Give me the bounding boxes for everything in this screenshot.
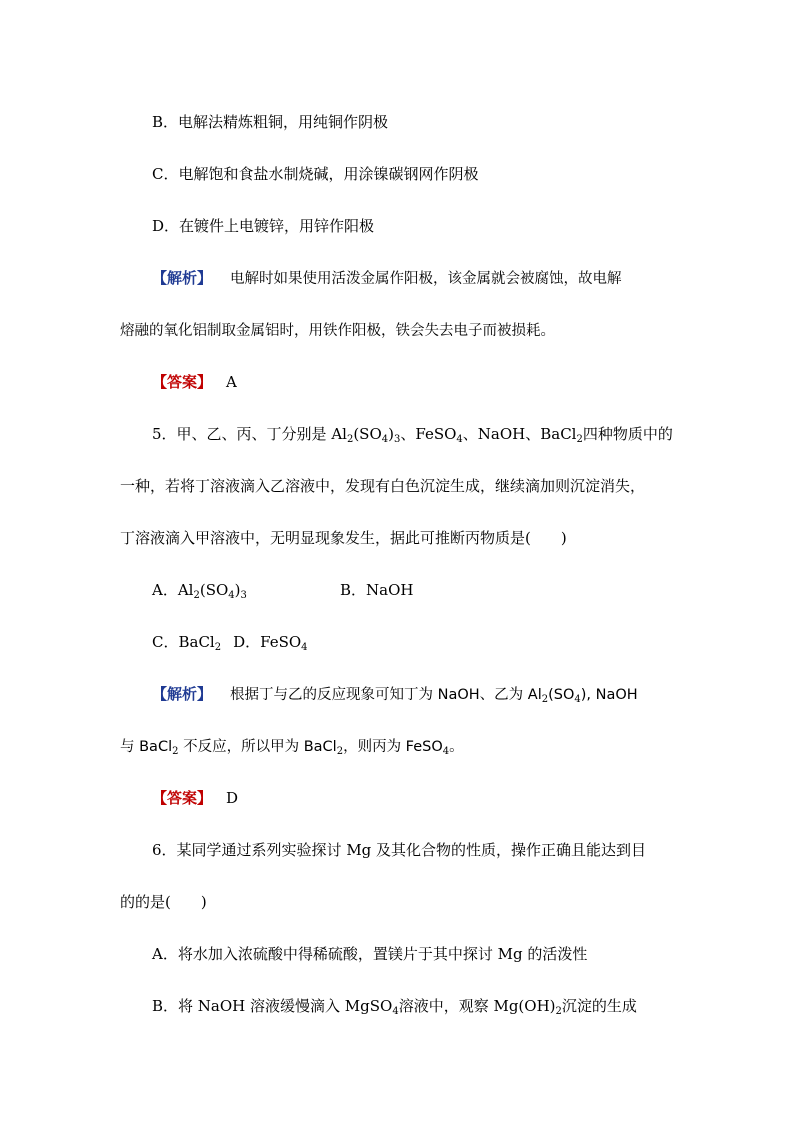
- option-d-q4: D．在镀件上电镀锌，用锌作阳极: [152, 217, 375, 235]
- answer-value: A: [226, 373, 237, 391]
- question-5-line2: 一种，若将丁溶液滴入乙溶液中，发现有白色沉淀生成，继续滴加则沉淀消失，: [120, 477, 646, 495]
- option-cd-q5: C．BaCl$_2$ D．FeSO$_4$: [152, 633, 308, 653]
- option-a-q6: A．将水加入浓硫酸中得稀硫酸，置镁片于其中探讨 Mg 的活泼性: [152, 945, 588, 963]
- option-b-q4: B．电解法精炼粗铜，用纯铜作阴极: [152, 113, 389, 131]
- answer-q4: [152, 372, 237, 392]
- option-b-q5: B．NaOH: [340, 581, 414, 599]
- analysis-q4-line1: 【解析】 电解时如果使用活泼金属作阳极，该金属就会被腐蚀，故电解: [152, 269, 622, 287]
- question-6-line2: 的的是( ): [120, 893, 207, 911]
- analysis-tag: 【解析】: [152, 269, 213, 287]
- answer-tag: 【答案】: [152, 789, 213, 807]
- answer-q5: [152, 788, 238, 808]
- analysis-q5-line2: 与 BaCl$_2$ 不反应，所以甲为 BaCl$_2$，则丙为 FeSO$_4$。: [120, 739, 464, 757]
- answer-tag: 【答案】: [152, 373, 213, 391]
- question-5-line1: 5．甲、乙、丙、丁分别是 $Al_2(SO_4)_3$、FeSO$_4$、NaOH、BaCl$_2$四种物质中的: [152, 425, 673, 445]
- question-6-line1: 6．某同学通过系列实验探讨 Mg 及其化合物的性质，操作正确且能达到目: [152, 841, 647, 859]
- option-c-q4: C．电解饱和食盐水制烧碱，用涂镍碳钢网作阴极: [152, 165, 479, 183]
- answer-value: D: [226, 789, 239, 807]
- question-5-line3: 丁溶液滴入甲溶液中，无明显现象发生，据此可推断丙物质是( ): [120, 529, 567, 547]
- option-b-q6: B．将 NaOH 溶液缓慢滴入 MgSO$_4$溶液中，观察 $Mg(OH)_2$沉淀的生成: [152, 997, 637, 1017]
- option-a-q5: A．$Al_2(SO_4)_3$: [152, 581, 247, 601]
- analysis-q4-line2: 熔融的氧化铝制取金属铝时，用铁作阳极，铁会失去电子而被损耗。: [120, 323, 555, 339]
- analysis-q5-line1: 【解析】 根据丁与乙的反应现象可知丁为 NaOH、乙为 $Al_2(SO_4)$, NaOH: [152, 685, 638, 705]
- analysis-tag: 【解析】: [152, 685, 213, 703]
